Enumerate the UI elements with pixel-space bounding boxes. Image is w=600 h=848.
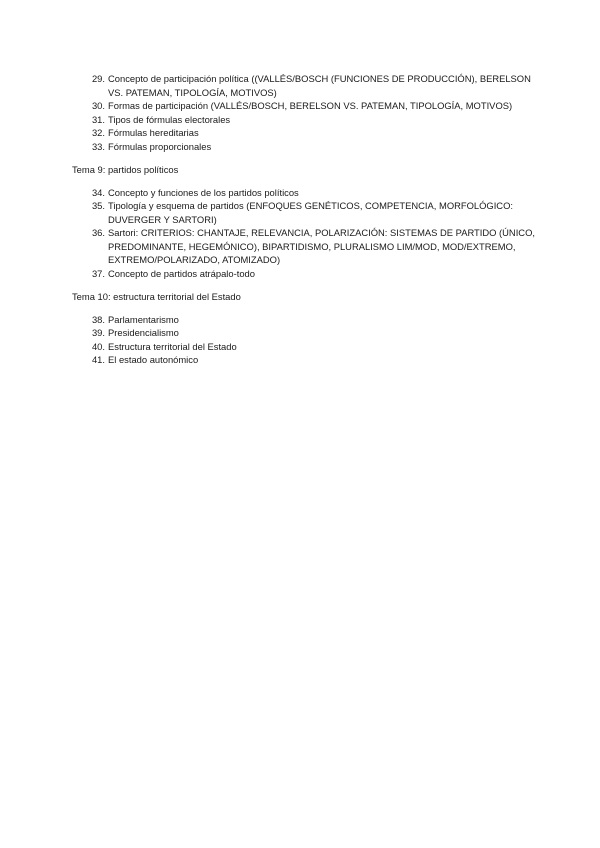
item-text: Tipología y esquema de partidos (ENFOQUES GENÉTICOS, COMPETENCIA, MORFOLÓGICO: DUVERGER Y SARTORI) [108,200,513,225]
list-item [72,199,542,226]
item-text: Estructura territorial del Estado [108,340,237,352]
item-number: 35. [91,200,105,211]
item-text: Concepto de partidos atrápalo-todo [108,267,255,279]
list-item [72,186,542,200]
item-number: 37. [91,267,105,279]
item-number: 36. [91,227,105,238]
list-item [72,353,542,367]
item-text: Fórmulas proporcionales [108,140,212,152]
item-text: Fórmulas hereditarias [108,127,199,138]
item-number: 41. [91,354,105,365]
document-content [72,72,542,367]
topic-list-3 [72,313,542,367]
list-item [72,72,542,99]
item-text: Presidencialismo [108,327,179,338]
section-heading-tema-10: Tema 10: estructura territorial del Estado [72,291,241,302]
list-item [72,340,542,354]
item-number: 38. [91,313,105,325]
list-item [72,226,542,267]
item-text: Formas de participación (VALLÉS/BOSCH, BERELSON VS. PATEMAN, TIPOLOGÍA, MOTIVOS) [108,100,513,111]
section-heading-tema-9: Tema 9: partidos políticos [72,164,179,175]
item-text: Sartori: CRITERIOS: CHANTAJE, RELEVANCIA, POLARIZACIÓN: SISTEMAS DE PARTIDO (ÚNICO, PREDOMINANTE, HEGEMÓNICO), BIPARTIDISMO, PLURALISMO LIM/MOD, MOD/EXTREMO, EXTREMO/POLARIZADO, ATOMIZADO) [108,227,535,265]
item-number: 40. [91,340,105,352]
list-item [72,113,542,127]
item-text: El estado autonómico [108,354,199,365]
topic-list-2 [72,186,542,281]
item-number: 32. [91,127,105,138]
list-item [72,313,542,327]
item-number: 34. [91,186,105,198]
list-item [72,326,542,340]
item-number: 31. [91,113,105,125]
item-number: 33. [91,140,105,152]
list-item [72,267,542,281]
list-item [72,126,542,140]
item-text: Parlamentarismo [108,313,179,325]
topic-list-1 [72,72,542,153]
list-item [72,140,542,154]
list-item [72,99,542,113]
item-number: 39. [91,327,105,338]
item-text: Concepto de participación política ((VALLÉS/BOSCH (FUNCIONES DE PRODUCCIÓN), BERELSON VS. PATEMAN, TIPOLOGÍA, MOTIVOS) [108,73,531,98]
item-number: 29. [91,73,105,84]
item-text: Concepto y funciones de los partidos políticos [108,186,299,198]
item-number: 30. [91,100,105,111]
item-text: Tipos de fórmulas electorales [108,113,231,125]
